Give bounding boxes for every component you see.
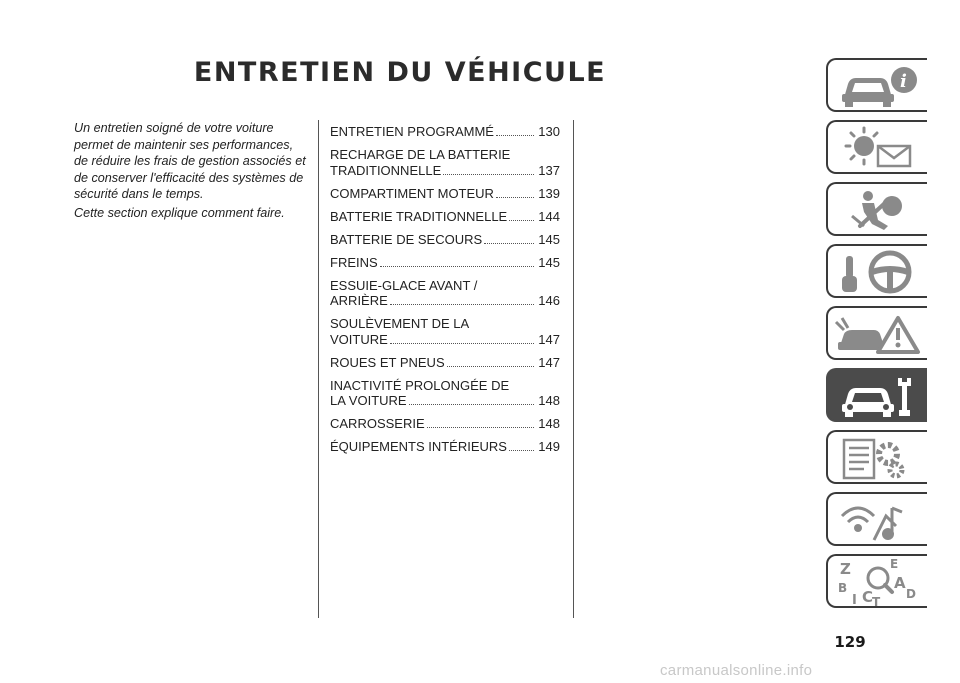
watermark: carmanualsonline.info — [660, 662, 813, 679]
index-letter: D — [906, 587, 916, 601]
toc-entry-page: 148 — [538, 393, 560, 409]
toc-entry-page: 147 — [538, 331, 560, 347]
toc-entry[interactable] — [330, 316, 560, 347]
dot-leader — [509, 439, 534, 451]
toc-entry-page: 139 — [538, 185, 560, 201]
index-letter: Z — [840, 560, 851, 578]
page-title: ENTRETIEN DU VÉHICULE — [193, 57, 607, 88]
toc-entry-title: RECHARGE DE LA BATTERIE — [330, 146, 511, 162]
toc-entry[interactable] — [330, 232, 560, 248]
toc-entry-page: 130 — [538, 124, 560, 139]
dot-leader — [380, 255, 534, 267]
toc-entry-page: 144 — [538, 208, 560, 224]
index-letter: C — [862, 588, 874, 606]
toc-entry-title: ÉQUIPEMENTS INTÉRIEURS — [330, 439, 507, 455]
intro-text — [74, 120, 310, 224]
toc-entry-title: ESSUIE-GLACE AVANT / — [330, 277, 478, 293]
toc-entry-title: ROUES ET PNEUS — [330, 354, 445, 370]
toc-entry-page: 146 — [538, 293, 560, 309]
chapter-tab[interactable] — [826, 244, 927, 298]
toc-entry-page: 147 — [538, 354, 560, 370]
toc-entry[interactable] — [330, 378, 560, 409]
toc-entry[interactable] — [330, 255, 560, 271]
dot-leader — [484, 232, 534, 244]
column-divider — [573, 120, 574, 618]
toc-entry[interactable] — [330, 186, 560, 202]
toc-entry[interactable] — [330, 124, 560, 140]
chapter-tab[interactable] — [826, 58, 927, 112]
toc-entry[interactable] — [330, 439, 560, 455]
toc-entry-title: LA VOITURE — [330, 393, 407, 409]
svg-text:i: i — [900, 71, 907, 92]
toc-entry-title: BATTERIE DE SECOURS — [330, 231, 483, 247]
toc-entry-page: 148 — [538, 416, 560, 432]
toc-entry[interactable] — [330, 416, 560, 432]
chapter-tab[interactable] — [826, 368, 927, 422]
table-of-contents — [330, 124, 560, 462]
dot-leader — [496, 186, 534, 198]
toc-entry-title: COMPARTIMENT MOTEUR — [330, 185, 494, 201]
toc-entry[interactable] — [330, 355, 560, 371]
intro-paragraph: Cette section explique comment faire. — [74, 205, 285, 220]
index-letter: A — [894, 574, 906, 592]
page-number: 129 — [834, 633, 866, 651]
chapter-tab[interactable] — [826, 182, 927, 236]
toc-entry-title: CARROSSERIE — [330, 416, 425, 432]
toc-entry-title: INACTIVITÉ PROLONGÉE DE — [330, 377, 510, 393]
toc-entry-page: 145 — [538, 231, 560, 247]
dot-leader — [447, 355, 534, 367]
chapter-tab[interactable] — [826, 306, 927, 360]
dot-leader — [496, 124, 534, 136]
toc-entry-title: BATTERIE TRADITIONNELLE — [330, 208, 508, 224]
index-letter: T — [872, 595, 881, 606]
chapter-tab[interactable] — [826, 120, 927, 174]
toc-entry-page: 149 — [538, 439, 560, 455]
toc-entry-title: ARRIÈRE — [330, 293, 388, 309]
toc-entry-title: TRADITIONNELLE — [330, 162, 442, 178]
chapter-tab[interactable] — [826, 492, 927, 546]
dot-leader — [390, 332, 534, 344]
dot-leader — [443, 163, 534, 175]
toc-entry[interactable] — [330, 147, 560, 178]
column-divider — [318, 120, 319, 618]
toc-entry-title: ENTRETIEN PROGRAMMÉ — [330, 124, 494, 139]
toc-entry-page: 137 — [538, 162, 560, 178]
toc-entry[interactable] — [330, 209, 560, 225]
dot-leader — [427, 416, 534, 428]
toc-entry-title: FREINS — [330, 254, 378, 270]
index-letter: B — [838, 581, 848, 595]
toc-entry-page: 145 — [538, 254, 560, 270]
chapter-tab[interactable] — [826, 430, 927, 484]
index-letter: E — [890, 558, 899, 571]
chapter-tab[interactable] — [826, 554, 927, 608]
toc-entry-title: SOULÈVEMENT DE LA — [330, 316, 470, 332]
dot-leader — [409, 393, 534, 405]
toc-entry[interactable] — [330, 278, 560, 309]
toc-entry-title: VOITURE — [330, 331, 388, 347]
intro-paragraph: Un entretien soigné de votre voiture permet de maintenir ses performances, de réduire les frais de gestion associés et de conserver l'efficacité des systèmes de sécurité dans le temps. — [74, 121, 306, 202]
dot-leader — [509, 209, 534, 221]
index-letter: I — [852, 593, 857, 606]
dot-leader — [390, 293, 534, 305]
